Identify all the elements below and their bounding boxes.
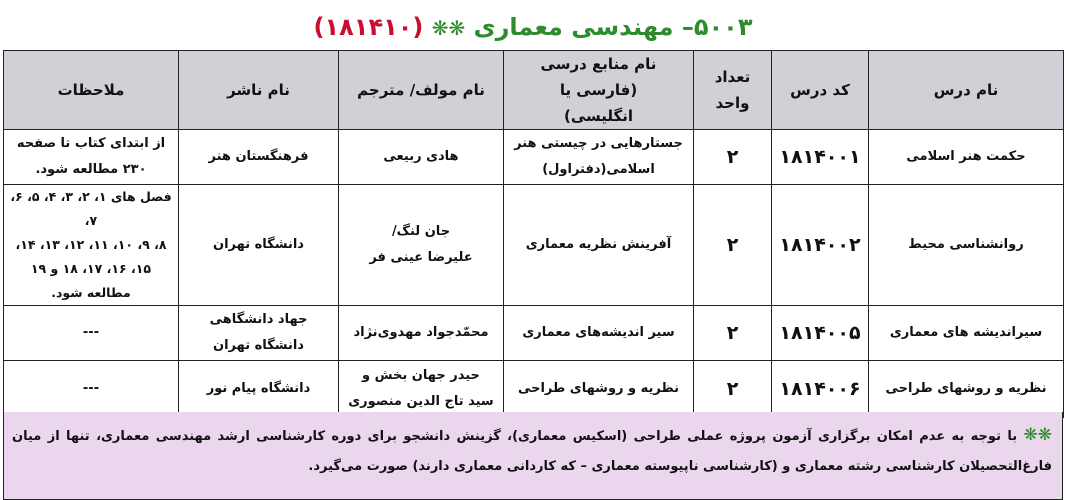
cell-publisher: جهاد دانشگاهی دانشگاه تهران: [179, 306, 339, 361]
cell-units: ۲: [694, 185, 772, 306]
cell-course-name: سیراندیشه های معماری: [869, 306, 1064, 361]
cell-course-code: ۱۸۱۴۰۰۵: [772, 306, 869, 361]
cell-units: ۲: [694, 306, 772, 361]
cell-course-name: نظریه و روشهای طراحی: [869, 361, 1064, 418]
cell-publisher: دانشگاه پیام نور: [179, 361, 339, 418]
cell-author: حیدر جهان بخش و سید تاج الدین منصوری: [339, 361, 504, 418]
cell-course-name: حکمت هنر اسلامی: [869, 130, 1064, 185]
cell-sources: جستارهایی در چیستی هنر اسلامی(دفتراول): [504, 130, 694, 185]
header-remarks: ملاحظات: [4, 51, 179, 130]
cell-publisher: فرهنگستان هنر: [179, 130, 339, 185]
title-stars-icon: ❋❋: [431, 16, 466, 40]
cell-author: جان لنگ/ علیرضا عینی فر: [339, 185, 504, 306]
header-publisher: نام ناشر: [179, 51, 339, 130]
cell-remarks: فصل های ۱، ۲، ۳، ۴، ۵، ۶، ۷، ۸، ۹، ۱۰، ۱۱، ۱۲، ۱۳، ۱۴، ۱۵، ۱۶، ۱۷، ۱۸ و ۱۹ مطالعه شود.: [4, 185, 179, 306]
cell-sources: آفرینش نظریه معماری: [504, 185, 694, 306]
cell-units: ۲: [694, 130, 772, 185]
title-code: ۵۰۰۳– مهندسی معماری: [473, 13, 753, 41]
cell-units: ۲: [694, 361, 772, 418]
header-course-name: نام درس: [869, 51, 1064, 130]
header-author: نام مولف/ مترجم: [339, 51, 504, 130]
cell-author: محمّدجواد مهدوی‌نژاد: [339, 306, 504, 361]
cell-remarks: از ابتدای کتاب تا صفحه ۲۳۰ مطالعه شود.: [4, 130, 179, 185]
cell-course-name: روانشناسی محیط: [869, 185, 1064, 306]
cell-remarks: ---: [4, 306, 179, 361]
table-row: [4, 130, 1064, 185]
cell-remarks: ---: [4, 361, 179, 418]
footnote-box: [3, 412, 1063, 500]
footnote-text: با توجه به عدم امکان برگزاری آزمون پروژه عملی طراحی (اسکیس معماری)، گزینش دانشجو برای دوره کارشناسی ارشد مهندسی معماری، تنها از میان فارغ‌التحصیلان کارشناسی رشته معماری و (کارشناسی ناپیوسته معماری – که کاردانی معماری دارند) صورت می‌گیرد.: [12, 429, 1052, 474]
header-units: تعداد واحد: [694, 51, 772, 130]
cell-course-code: ۱۸۱۴۰۰۶: [772, 361, 869, 418]
cell-course-code: ۱۸۱۴۰۰۲: [772, 185, 869, 306]
footnote-stars-icon: ❋❋: [1023, 425, 1052, 445]
table-row: [4, 306, 1064, 361]
cell-course-code: ۱۸۱۴۰۰۱: [772, 130, 869, 185]
title-number: (۱۸۱۴۱۰): [313, 13, 424, 41]
cell-publisher: دانشگاه تهران: [179, 185, 339, 306]
cell-sources: نظریه و روشهای طراحی: [504, 361, 694, 418]
cell-author: هادی ربیعی: [339, 130, 504, 185]
table-row: [4, 361, 1064, 418]
table-row: [4, 185, 1064, 306]
header-course-code: کد درس: [772, 51, 869, 130]
page-title: [0, 8, 1066, 46]
header-sources: نام منابع درسی (فارسی یا انگلیسی): [504, 51, 694, 130]
courses-table: [3, 50, 1064, 418]
table-header-row: [4, 51, 1064, 130]
cell-sources: سیر اندیشه‌های معماری: [504, 306, 694, 361]
